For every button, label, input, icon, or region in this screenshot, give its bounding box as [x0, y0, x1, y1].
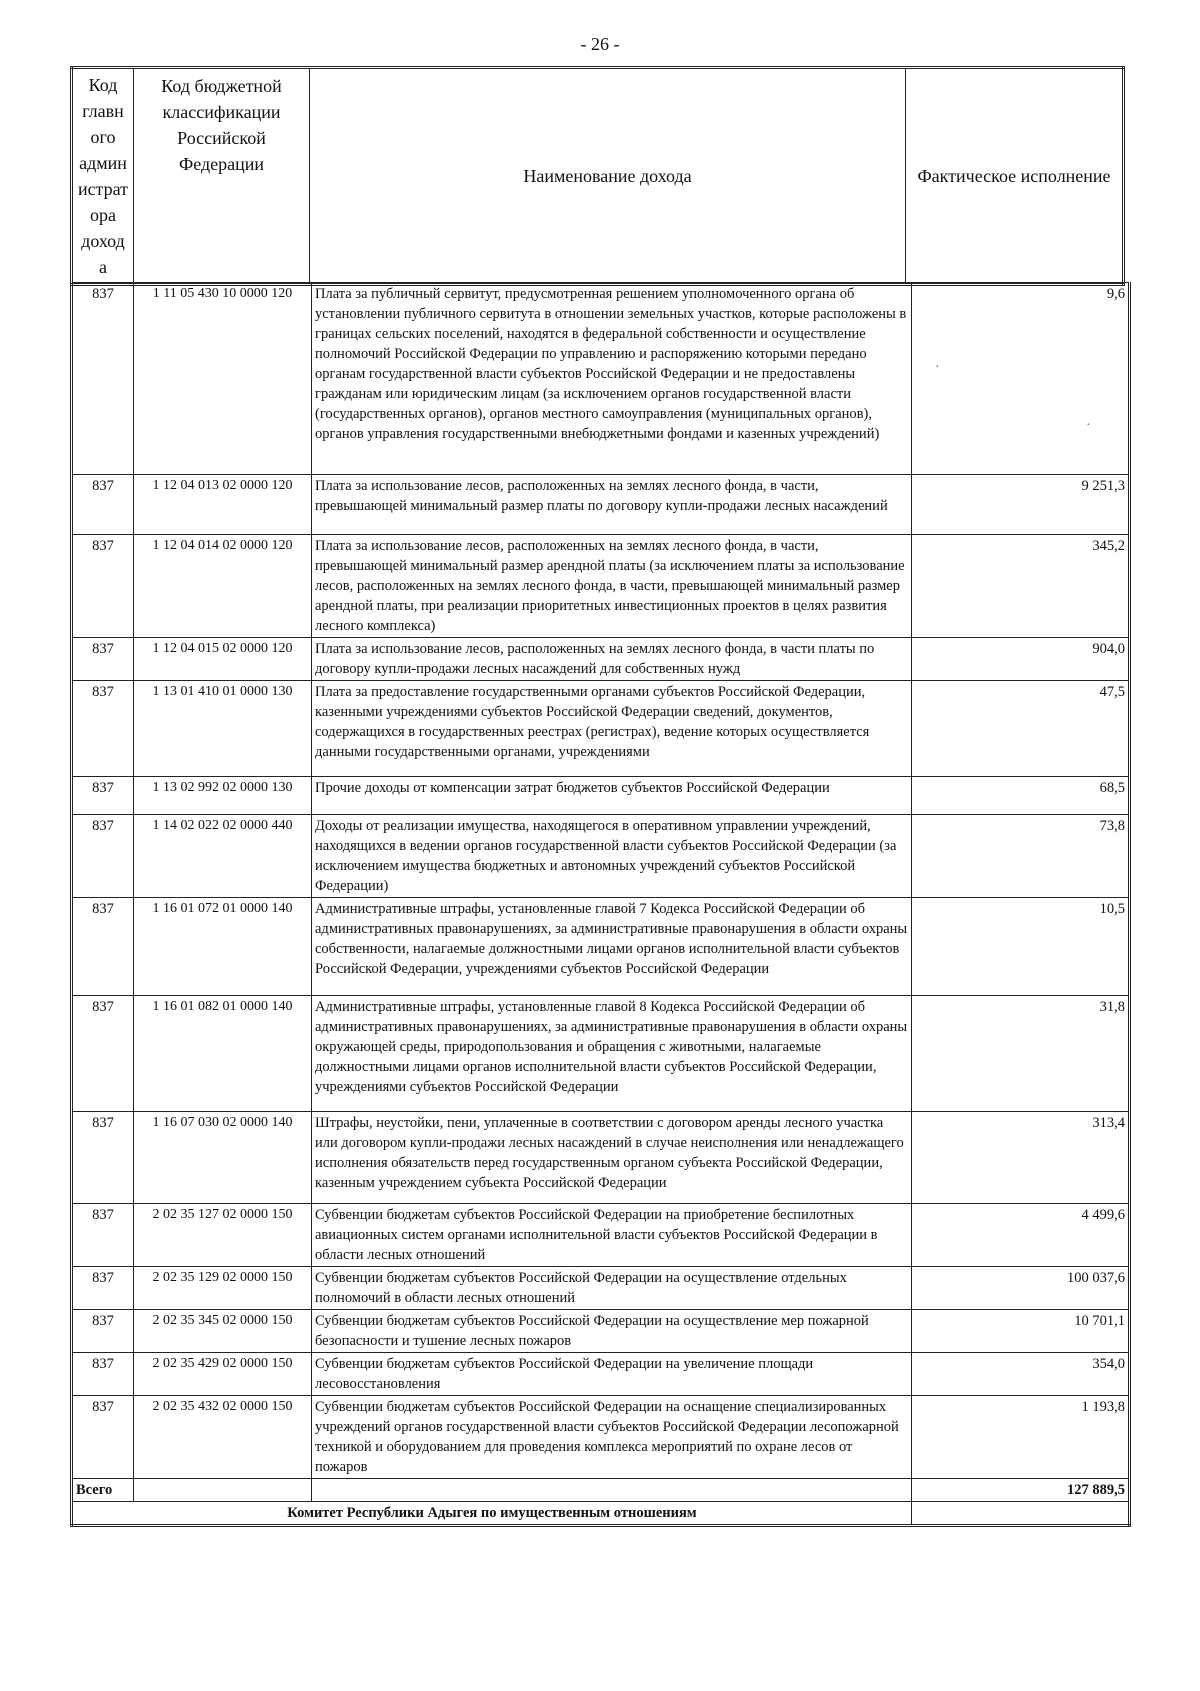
table-row	[72, 898, 1130, 996]
row-income-name: Прочие доходы от компенсации затрат бюджетов субъектов Российской Федерации	[312, 777, 912, 815]
row-income-name: Административные штрафы, установленные главой 8 Кодекса Российской Федерации об административных правонарушениях, за административные правонарушения в области охраны окружающей среды, природопользования и обращения с животными, налагаемые должностными лицами органов исполнительной власти субъектов Российской Федерации, учреждениями субъектов Российской Федерации	[312, 996, 912, 1112]
row-actual-value: 47,5	[912, 681, 1130, 777]
row-income-name: Штрафы, неустойки, пени, уплаченные в соответствии с договором аренды лесного участка или договором купли-продажи лесных насаждений в случае неисполнения или ненадлежащего исполнения обязательств перед государственным органом субъекта Российской Федерации, казенным учреждением субъекта Российской Федерации	[312, 1112, 912, 1204]
row-actual-value: 100 037,6	[912, 1267, 1130, 1310]
row-income-name: Плата за использование лесов, расположенных на землях лесного фонда, в части платы по договору купли-продажи лесных насаждений для собственных нужд	[312, 638, 912, 681]
row-actual-value: 9,6	[912, 283, 1130, 475]
row-income-name: Субвенции бюджетам субъектов Российской Федерации на осуществление отдельных полномочий в области лесных отношений	[312, 1267, 912, 1310]
row-income-name: Субвенции бюджетам субъектов Российской Федерации на приобретение беспилотных авиационных систем органами исполнительной власти субъектов Российской Федерации в области лесных отношений	[312, 1204, 912, 1267]
table-row	[72, 535, 1130, 638]
row-budget-code: 1 12 04 015 02 0000 120	[134, 638, 312, 681]
row-budget-code: 1 16 01 072 01 0000 140	[134, 898, 312, 996]
row-budget-code: 1 11 05 430 10 0000 120	[134, 283, 312, 475]
table-header	[70, 66, 1125, 286]
header-income-name: Наименование дохода	[310, 68, 906, 285]
table-row	[72, 475, 1130, 535]
row-admin-code: 837	[72, 1310, 134, 1353]
row-admin-code: 837	[72, 1204, 134, 1267]
row-actual-value: 1 193,8	[912, 1396, 1130, 1479]
table-row	[72, 1112, 1130, 1204]
row-admin-code: 837	[72, 1353, 134, 1396]
row-budget-code: 1 12 04 013 02 0000 120	[134, 475, 312, 535]
row-budget-code: 1 12 04 014 02 0000 120	[134, 535, 312, 638]
row-actual-value: 10 701,1	[912, 1310, 1130, 1353]
table-row	[72, 1204, 1130, 1267]
row-admin-code: 837	[72, 898, 134, 996]
header-admin-code: Код главн ого админ истрат ора доход а	[72, 68, 134, 285]
row-budget-code: 1 16 01 082 01 0000 140	[134, 996, 312, 1112]
table-row	[72, 815, 1130, 898]
row-income-name: Доходы от реализации имущества, находящегося в оперативном управлении учреждений, находящихся в ведении органов государственной власти субъектов Российской Федерации (за исключением имущества бюджетных и автономных учреждений субъектов Российской Федерации)	[312, 815, 912, 898]
scan-mark: ·	[1086, 418, 1091, 433]
row-budget-code: 1 16 07 030 02 0000 140	[134, 1112, 312, 1204]
total-row	[72, 1479, 1130, 1502]
row-actual-value: 313,4	[912, 1112, 1130, 1204]
row-income-name: Плата за использование лесов, расположенных на землях лесного фонда, в части, превышающей минимальный размер арендной платы (за исключением платы за использование лесов, расположенных на землях лесного фонда, в части, превышающей минимальный размер арендной платы, при реализации приоритетных инвестиционных проектов в целях развития лесного комплекса)	[312, 535, 912, 638]
income-table	[70, 282, 1131, 1527]
row-income-name: Плата за использование лесов, расположенных на землях лесного фонда, в части, превышающей минимальный размер платы по договору купли-продажи лесных насаждений	[312, 475, 912, 535]
table-row	[72, 1396, 1130, 1479]
row-actual-value: 73,8	[912, 815, 1130, 898]
row-budget-code: 1 13 02 992 02 0000 130	[134, 777, 312, 815]
row-admin-code: 837	[72, 996, 134, 1112]
row-admin-code: 837	[72, 475, 134, 535]
table-row	[72, 638, 1130, 681]
table-row	[72, 283, 1130, 475]
row-income-name: Плата за предоставление государственными органами субъектов Российской Федерации, казенными учреждениями субъектов Российской Федерации сведений, документов, содержащихся в государственных реестрах (регистрах), ведение которых осуществляется данными государственными органами, учреждениями	[312, 681, 912, 777]
row-income-name: Субвенции бюджетам субъектов Российской Федерации на оснащение специализированных учреждений органов государственной власти субъектов Российской Федерации лесопожарной техникой и оборудованием для проведения комплекса мероприятий по охране лесов от пожаров	[312, 1396, 912, 1479]
row-income-name: Плата за публичный сервитут, предусмотренная решением уполномоченного органа об установлении публичного сервитута в отношении земельных участков, которые расположены в границах сельских поселений, находятся в федеральной собственности и осуществление полномочий Российской Федерации по управлению и распоряжению которыми передано органам государственной власти субъектов Российской Федерации и не предоставлены гражданам или юридическим лицам (за исключением органов государственной власти (государственных органов), органов местного самоуправления (муниципальных органов), органов управления государственными внебюджетными фондами и казенных учреждений)	[312, 283, 912, 475]
total-name	[312, 1479, 912, 1502]
header-actual-value: Фактическое исполнение	[906, 68, 1124, 285]
row-admin-code: 837	[72, 1112, 134, 1204]
total-value: 127 889,5	[912, 1479, 1130, 1502]
row-budget-code: 2 02 35 345 02 0000 150	[134, 1310, 312, 1353]
row-actual-value: 904,0	[912, 638, 1130, 681]
row-income-name: Субвенции бюджетам субъектов Российской Федерации на осуществление мер пожарной безопасности и тушение лесных пожаров	[312, 1310, 912, 1353]
row-actual-value: 31,8	[912, 996, 1130, 1112]
table-row	[72, 996, 1130, 1112]
row-income-name: Административные штрафы, установленные главой 7 Кодекса Российской Федерации об административных правонарушениях, за административные правонарушения в области охраны собственности, налагаемые должностными лицами органов исполнительной власти субъектов Российской Федерации, учреждениями субъектов Российской Федерации	[312, 898, 912, 996]
row-budget-code: 1 13 01 410 01 0000 130	[134, 681, 312, 777]
row-budget-code: 2 02 35 129 02 0000 150	[134, 1267, 312, 1310]
row-actual-value: 10,5	[912, 898, 1130, 996]
footer-empty	[912, 1502, 1130, 1526]
row-budget-code: 2 02 35 432 02 0000 150	[134, 1396, 312, 1479]
table-row	[72, 1310, 1130, 1353]
scan-mark: ·	[935, 360, 940, 375]
total-code	[134, 1479, 312, 1502]
row-admin-code: 837	[72, 681, 134, 777]
row-budget-code: 2 02 35 429 02 0000 150	[134, 1353, 312, 1396]
row-admin-code: 837	[72, 815, 134, 898]
row-budget-code: 1 14 02 022 02 0000 440	[134, 815, 312, 898]
footer-row	[72, 1502, 1130, 1526]
row-admin-code: 837	[72, 283, 134, 475]
row-admin-code: 837	[72, 535, 134, 638]
row-actual-value: 345,2	[912, 535, 1130, 638]
row-actual-value: 9 251,3	[912, 475, 1130, 535]
footer-committee: Комитет Республики Адыгея по имущественным отношениям	[72, 1502, 912, 1526]
page-number: - 26 -	[580, 34, 620, 54]
table-row	[72, 777, 1130, 815]
table-row	[72, 1267, 1130, 1310]
row-admin-code: 837	[72, 1267, 134, 1310]
row-budget-code: 2 02 35 127 02 0000 150	[134, 1204, 312, 1267]
row-admin-code: 837	[72, 1396, 134, 1479]
total-label: Всего	[72, 1479, 134, 1502]
table-row	[72, 681, 1130, 777]
row-admin-code: 837	[72, 638, 134, 681]
row-admin-code: 837	[72, 777, 134, 815]
row-actual-value: 354,0	[912, 1353, 1130, 1396]
header-budget-code: Код бюджетной классификации Российской Федерации	[134, 68, 310, 285]
table-row	[72, 1353, 1130, 1396]
row-actual-value: 68,5	[912, 777, 1130, 815]
row-income-name: Субвенции бюджетам субъектов Российской Федерации на увеличение площади лесовосстановления	[312, 1353, 912, 1396]
row-actual-value: 4 499,6	[912, 1204, 1130, 1267]
